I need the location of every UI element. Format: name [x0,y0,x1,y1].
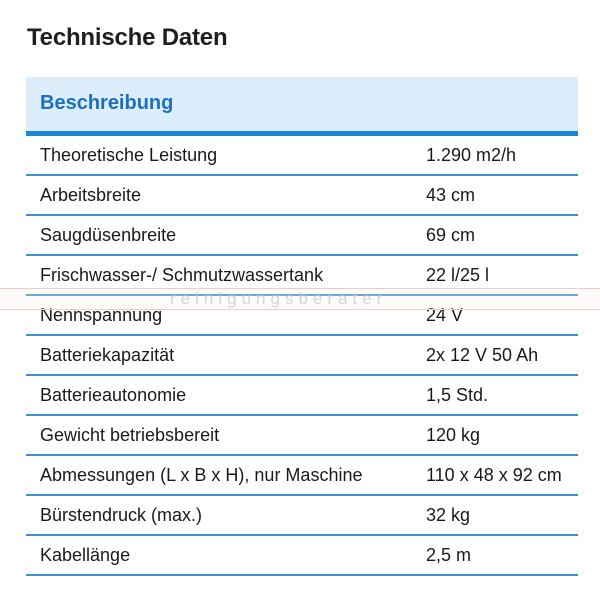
row-label: Gewicht betriebsbereit [40,425,220,445]
row-label: Batteriekapazität [40,345,175,365]
table-row [26,376,578,416]
table-row [26,416,578,456]
table-row [26,536,578,576]
row-value: 69 cm [426,225,476,245]
table-row [26,136,578,176]
watermark [0,288,600,310]
row-label: Abmessungen (L x B x H), nur Maschine [40,465,363,485]
watermark-text: reinigungsberater [170,289,388,308]
row-value: 120 kg [426,425,481,445]
table-row [26,216,578,256]
row-label: Bürstendruck (max.) [40,505,203,525]
row-value: 22 l/25 l [426,265,490,285]
spec-table [26,77,578,576]
row-label: Batterieautonomie [40,385,187,405]
table-row [26,456,578,496]
row-value: 2x 12 V 50 Ah [426,345,539,365]
row-label: Theoretische Leistung [40,145,218,165]
table-header-label: Beschreibung [40,92,174,114]
row-value: 24 V [426,305,464,325]
row-value: 1.290 m2/h [426,145,517,165]
table-row [26,496,578,536]
row-label: Kabellänge [40,545,131,565]
row-value: 110 x 48 x 92 cm [426,465,562,485]
row-label: Arbeitsbreite [40,185,142,205]
row-value: 1,5 Std. [426,385,489,405]
row-label: Saugdüsenbreite [40,225,177,245]
table-row [26,336,578,376]
row-value: 32 kg [426,505,471,525]
table-row [26,176,578,216]
row-value: 2,5 m [426,545,472,565]
row-label: Nennspannung [40,305,163,325]
row-label: Frischwasser-/ Schmutzwassertank [40,265,324,285]
table-header [26,77,578,136]
row-value: 43 cm [426,185,476,205]
page-title: Technische Daten [27,24,228,51]
